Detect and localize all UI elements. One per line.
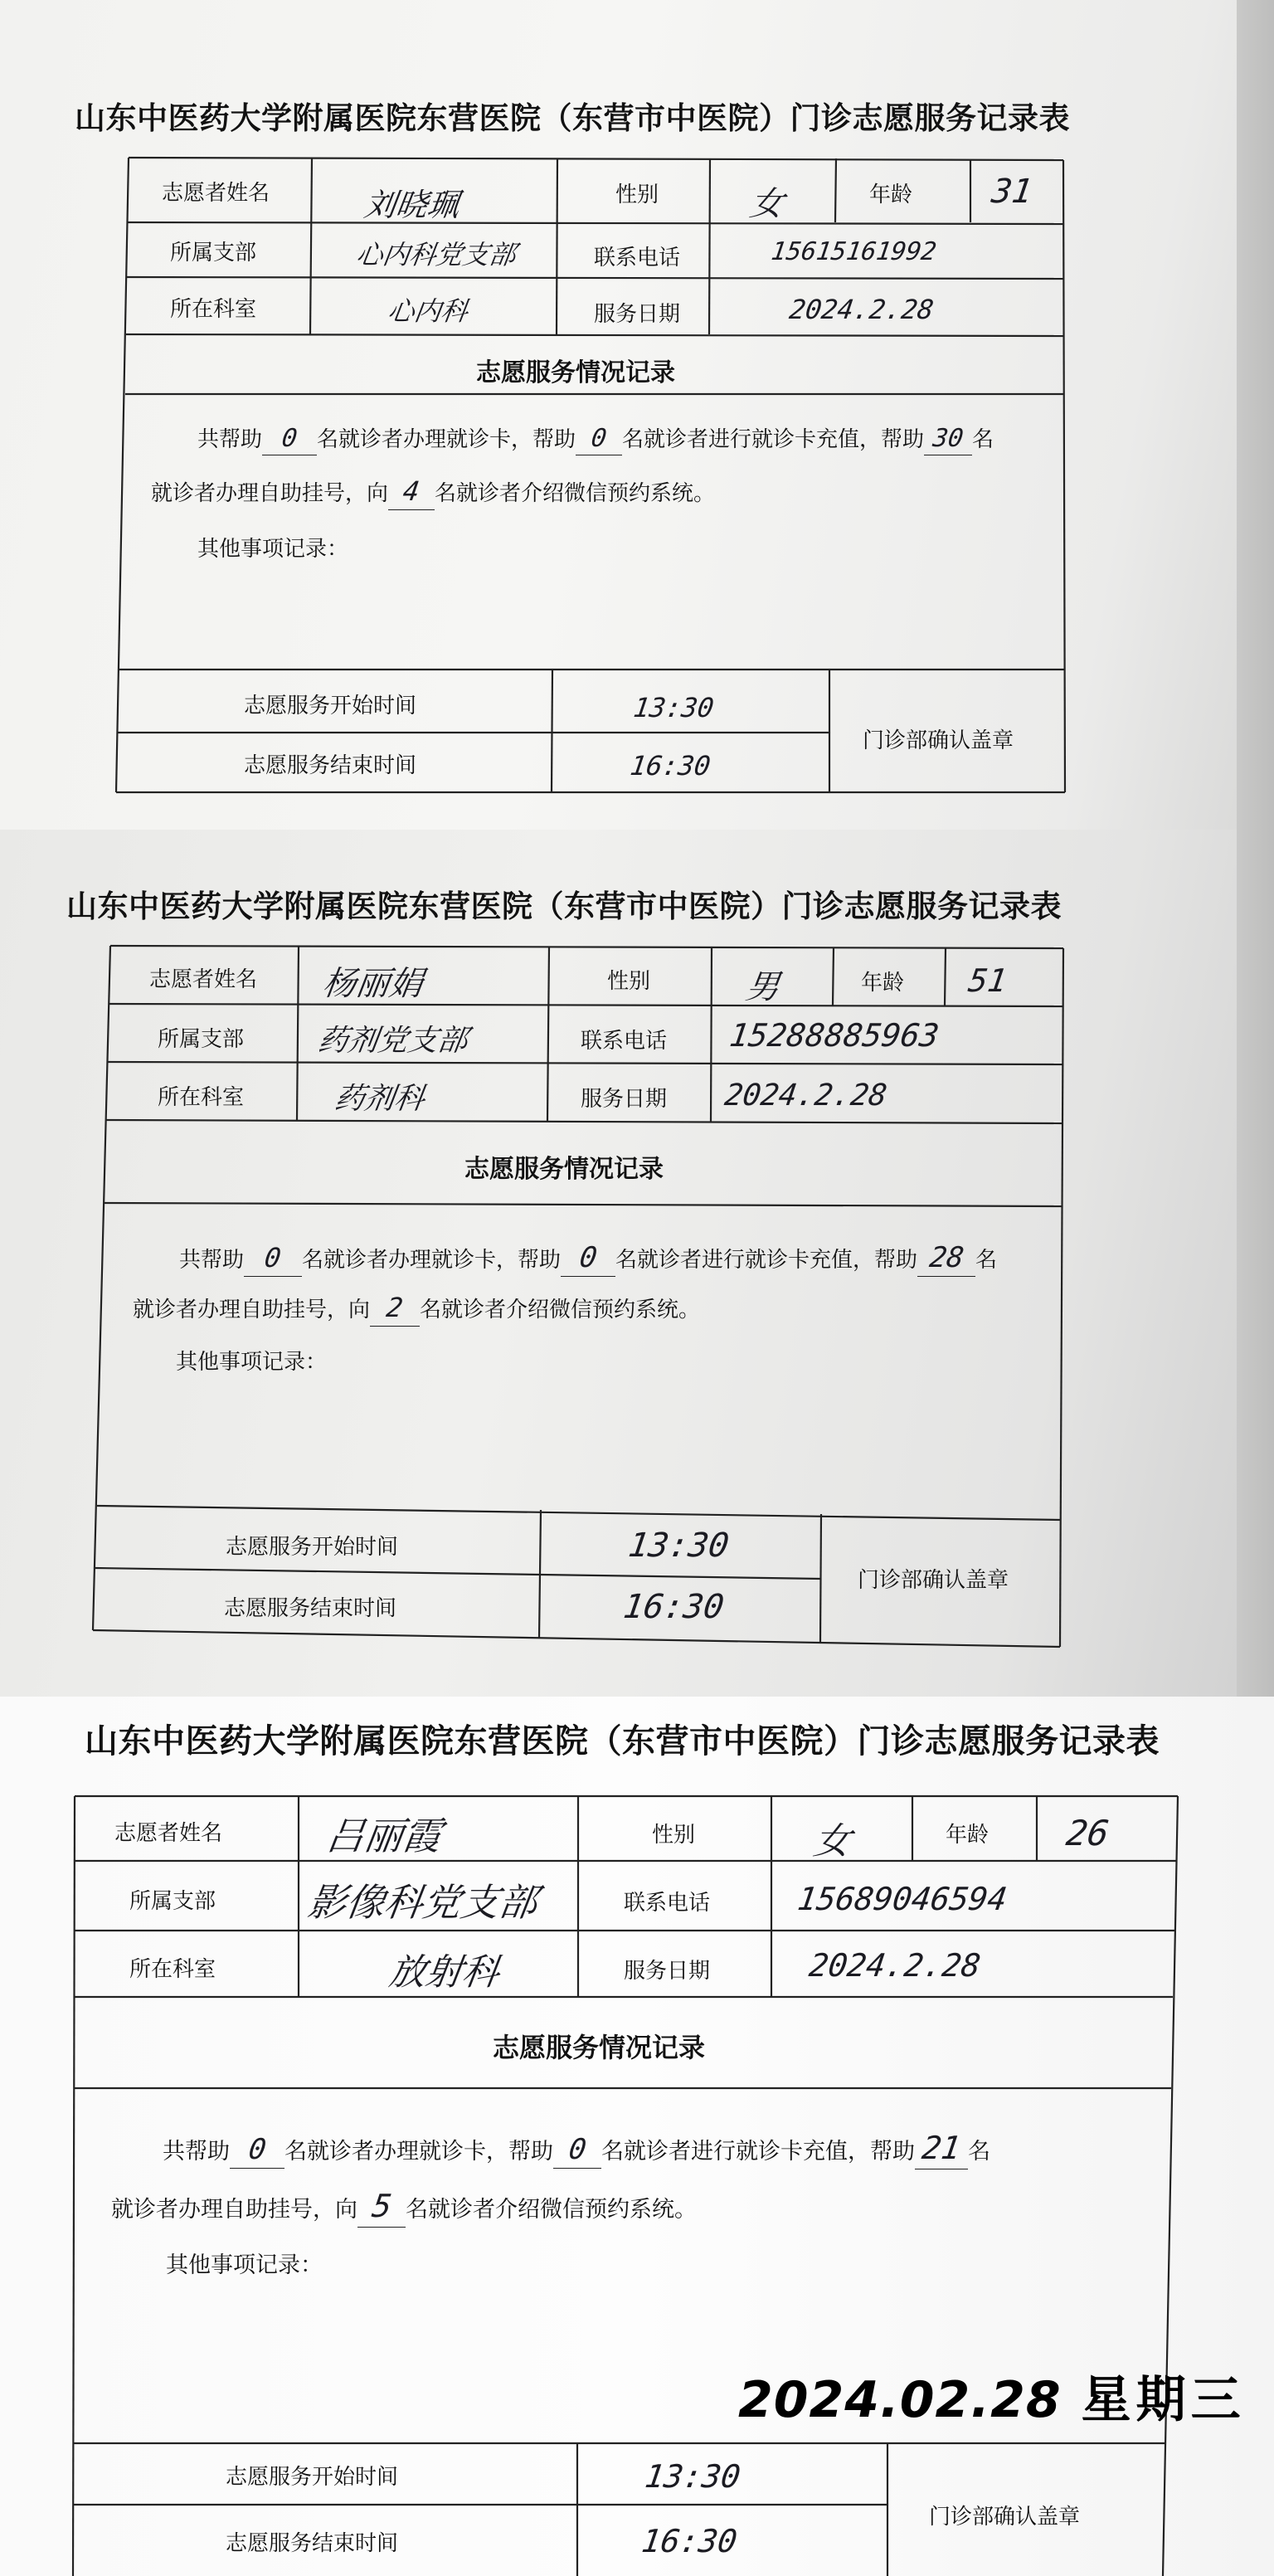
- label-start-time: 志愿服务开始时间: [226, 2465, 399, 2490]
- text-segment: 共帮助: [163, 2139, 230, 2165]
- label-phone: 联系电话: [581, 1029, 668, 1054]
- label-age: 年龄: [869, 183, 913, 207]
- value-gender: 女: [747, 185, 786, 223]
- label-volunteer-name: 志愿者姓名: [114, 1821, 223, 1846]
- value-service-date: 2024.2.28: [722, 1079, 889, 1113]
- label-end-time: 志愿服务结束时间: [226, 2531, 399, 2556]
- text-segment: 就诊者办理自助挂号，向: [111, 2197, 357, 2223]
- blank-recharge-count: [553, 2131, 601, 2169]
- label-volunteer-name: 志愿者姓名: [149, 967, 258, 992]
- value-start-time: 13:30: [631, 692, 716, 723]
- text-segment: 名: [968, 2139, 990, 2165]
- section-title: 志愿服务情况记录: [476, 358, 675, 387]
- blank-card-count: [262, 422, 317, 455]
- value-card-count: 0: [246, 2133, 269, 2166]
- text-segment: 名就诊者办理就诊卡，帮助: [284, 2139, 553, 2165]
- text-segment: 就诊者办理自助挂号，向: [151, 481, 389, 506]
- text-segment: 名就诊者介绍微信预约系统。: [420, 1298, 701, 1322]
- label-phone: 联系电话: [594, 246, 681, 270]
- record-form-2: [0, 830, 1274, 1697]
- label-end-time: 志愿服务结束时间: [244, 753, 417, 778]
- photo-section-2: [0, 830, 1274, 1697]
- photo-section-3: [0, 1697, 1274, 2576]
- value-end-time: 16:30: [628, 750, 712, 782]
- value-start-time: 13:30: [642, 2458, 743, 2495]
- value-end-time: 16:30: [639, 2523, 740, 2559]
- label-gender: 性别: [652, 1823, 696, 1848]
- blank-wechat-count: [357, 2186, 406, 2228]
- label-age: 年龄: [946, 1823, 990, 1848]
- service-paragraph-1: [197, 422, 994, 455]
- text-segment: 共帮助: [179, 1248, 245, 1273]
- blank-card-count: [244, 1241, 302, 1277]
- section-title: 志愿服务情况记录: [464, 1155, 664, 1184]
- label-service-date: 服务日期: [581, 1087, 668, 1112]
- text-segment: 名: [972, 427, 994, 452]
- value-age: 31: [989, 173, 1035, 211]
- value-start-time: 13:30: [625, 1527, 732, 1565]
- value-wechat-count: 4: [401, 475, 422, 507]
- text-segment: 就诊者办理自助挂号，向: [133, 1298, 371, 1322]
- section-title: 志愿服务情况记录: [493, 2032, 706, 2063]
- value-age: 51: [965, 962, 1009, 999]
- value-gender: 女: [810, 1820, 853, 1863]
- label-department: 所在科室: [129, 1957, 216, 1982]
- label-stamp: 门诊部确认盖章: [929, 2505, 1081, 2530]
- label-service-date: 服务日期: [624, 1959, 711, 1984]
- other-notes-label: 其他事项记录：: [166, 2252, 323, 2278]
- label-branch: 所属支部: [158, 1027, 245, 1052]
- label-volunteer-name: 志愿者姓名: [162, 181, 270, 206]
- label-department: 所在科室: [158, 1085, 245, 1110]
- service-paragraph-1: [179, 1239, 997, 1277]
- label-start-time: 志愿服务开始时间: [244, 694, 417, 718]
- blank-register-count: [924, 422, 972, 455]
- label-age: 年龄: [861, 971, 905, 996]
- service-paragraph-2: [111, 2186, 697, 2228]
- value-volunteer-name: 刘晓珮: [362, 187, 462, 223]
- value-department: 心内科: [386, 295, 470, 327]
- form-title: 山东中医药大学附属医院东营医院（东营市中医院）门诊志愿服务记录表: [75, 100, 1070, 136]
- value-register-count: 21: [920, 2130, 964, 2166]
- label-start-time: 志愿服务开始时间: [226, 1535, 399, 1560]
- blank-register-count: [917, 1239, 975, 1277]
- value-branch: 影像科党支部: [304, 1880, 541, 1925]
- text-segment: 名就诊者介绍微信预约系统。: [435, 481, 716, 506]
- value-register-count: 28: [926, 1241, 966, 1274]
- record-form-1: [0, 0, 1274, 830]
- blank-register-count: [915, 2128, 968, 2169]
- label-branch: 所属支部: [129, 1889, 216, 1914]
- blank-wechat-count: [370, 1291, 420, 1327]
- value-service-date: 2024.2.28: [806, 1947, 983, 1984]
- value-branch: 心内科党支部: [354, 239, 518, 270]
- value-card-count: 0: [262, 1242, 284, 1273]
- value-branch: 药剂党支部: [315, 1024, 470, 1058]
- date-watermark-weekday: 星期三: [1081, 2371, 1246, 2429]
- value-department: 放射科: [386, 1951, 502, 1994]
- value-department: 药剂科: [332, 1082, 427, 1116]
- value-volunteer-name: 吕丽霞: [323, 1814, 445, 1858]
- label-stamp: 门诊部确认盖章: [863, 728, 1014, 753]
- form-title: 山东中医药大学附属医院东营医院（东营市中医院）门诊志愿服务记录表: [85, 1721, 1160, 1760]
- value-recharge-count: 0: [576, 1241, 600, 1274]
- photo-section-1: [0, 0, 1274, 830]
- label-phone: 联系电话: [624, 1891, 711, 1916]
- value-card-count: 0: [280, 424, 299, 453]
- value-recharge-count: 0: [589, 424, 609, 453]
- blank-recharge-count: [576, 422, 622, 455]
- service-paragraph-2: [133, 1291, 700, 1327]
- form-title: 山东中医药大学附属医院东营医院（东营市中医院）门诊志愿服务记录表: [66, 888, 1062, 924]
- value-wechat-count: 5: [369, 2188, 394, 2224]
- value-register-count: 30: [931, 424, 965, 453]
- text-segment: 名就诊者介绍微信预约系统。: [406, 2197, 697, 2223]
- blank-recharge-count: [561, 1239, 615, 1277]
- label-stamp: 门诊部确认盖章: [858, 1568, 1009, 1593]
- text-segment: 共帮助: [197, 427, 263, 452]
- date-watermark: [738, 2360, 1246, 2432]
- other-notes-label: 其他事项记录：: [197, 537, 349, 562]
- label-department: 所在科室: [170, 297, 257, 322]
- other-notes-label: 其他事项记录：: [176, 1350, 328, 1375]
- value-end-time: 16:30: [620, 1588, 727, 1626]
- text-segment: 名就诊者办理就诊卡，帮助: [317, 427, 576, 452]
- text-segment: 名就诊者进行就诊卡充值，帮助: [615, 1248, 918, 1273]
- value-recharge-count: 0: [566, 2133, 589, 2166]
- label-end-time: 志愿服务结束时间: [224, 1596, 397, 1621]
- label-gender: 性别: [615, 183, 659, 207]
- value-age: 26: [1063, 1813, 1112, 1853]
- label-gender: 性别: [607, 969, 651, 994]
- value-wechat-count: 2: [384, 1292, 406, 1323]
- label-branch: 所属支部: [170, 241, 257, 265]
- value-phone: 15689046594: [795, 1881, 1009, 1917]
- text-segment: 名: [975, 1248, 998, 1273]
- service-paragraph-2: [151, 475, 715, 510]
- value-volunteer-name: 杨丽娟: [320, 965, 425, 1003]
- text-segment: 名就诊者进行就诊卡充值，帮助: [601, 2139, 915, 2165]
- record-form-3: [0, 1697, 1274, 2576]
- service-paragraph-1: [163, 2128, 990, 2169]
- value-phone: 15615161992: [769, 237, 939, 266]
- value-gender: 男: [743, 968, 782, 1006]
- text-segment: 名就诊者办理就诊卡，帮助: [302, 1248, 562, 1273]
- value-service-date: 2024.2.28: [787, 294, 936, 325]
- blank-wechat-count: [388, 475, 435, 510]
- label-service-date: 服务日期: [594, 302, 681, 327]
- text-segment: 名就诊者进行就诊卡充值，帮助: [622, 427, 925, 452]
- blank-card-count: [230, 2131, 284, 2169]
- date-watermark-date: 2024.02.28: [738, 2371, 1062, 2429]
- value-phone: 15288885963: [727, 1017, 941, 1054]
